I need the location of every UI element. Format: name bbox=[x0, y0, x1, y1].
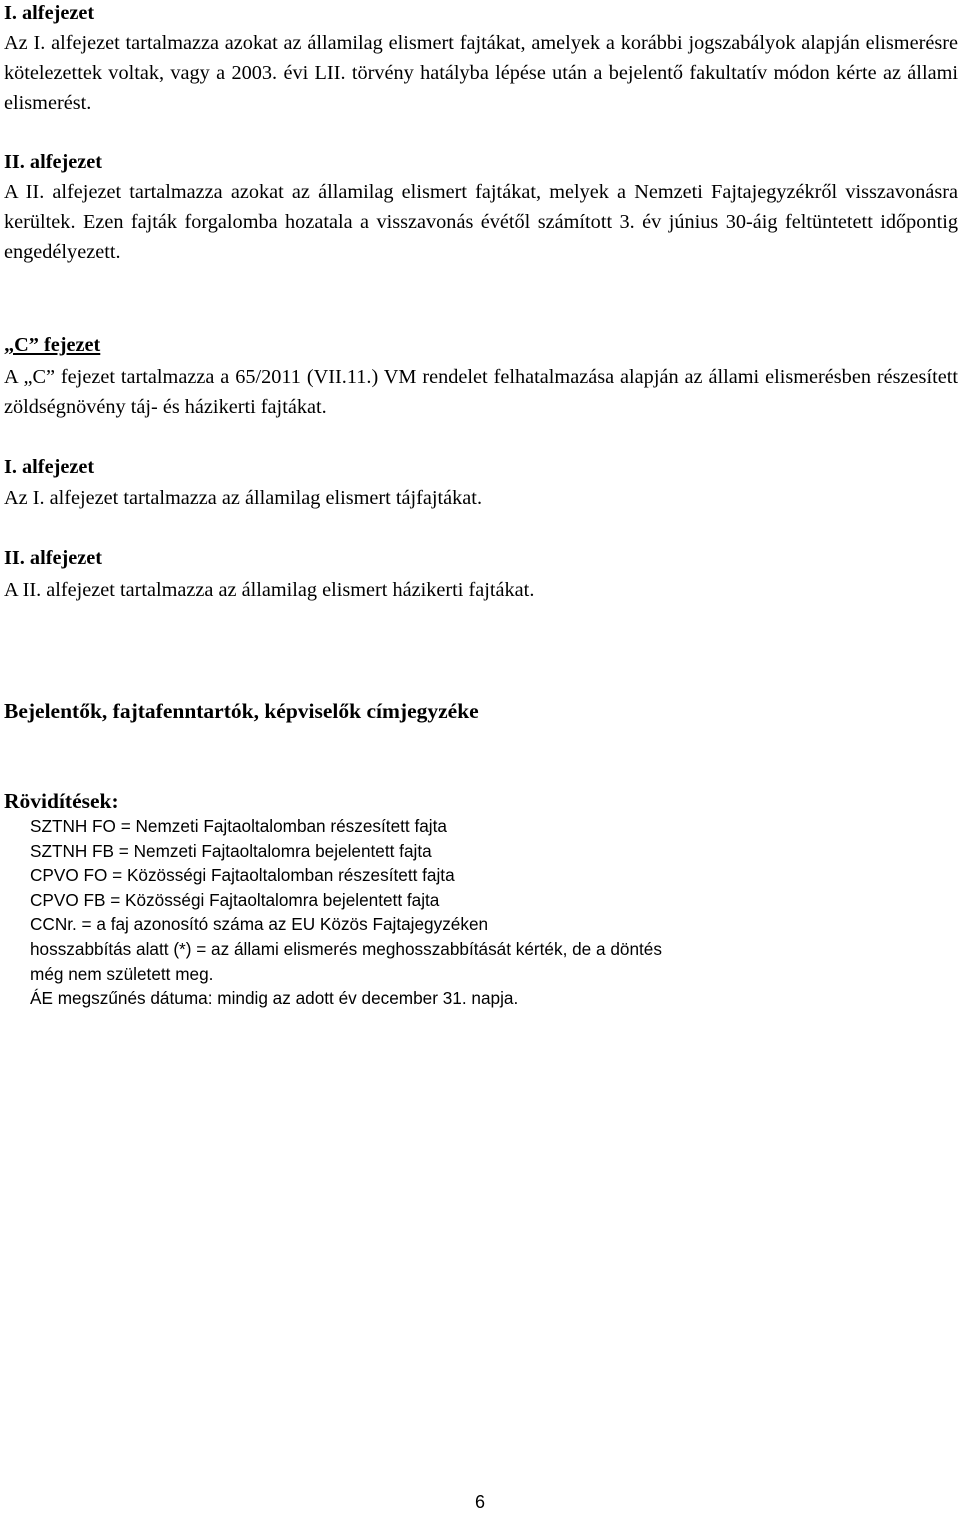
abbreviation-item: hosszabbítás alatt (*) = az állami elismerés meghosszabbítását kérték, de a döntés bbox=[30, 938, 662, 959]
abbreviation-item: SZTNH FB = Nemzeti Fajtaoltalomra bejelentett fajta bbox=[30, 840, 432, 861]
chapter-paragraph: A „C” fejezet tartalmazza a 65/2011 (VII.11.) VM rendelet felhatalmazása alapján az állami elismerésben részesített zöldségnövény táj- és házikerti fajtákat. bbox=[4, 366, 958, 418]
abbreviation-item: CPVO FB = Közösségi Fajtaoltalomra bejelentett fajta bbox=[30, 889, 440, 910]
abbreviation-item: CCNr. = a faj azonosító száma az EU Közös Fajtajegyzéken bbox=[30, 914, 489, 935]
section-heading: II. alfejezet bbox=[4, 151, 102, 173]
abbreviation-item: CPVO FO = Közösségi Fajtaoltalomban részesített fajta bbox=[30, 865, 455, 886]
abbreviation-item: ÁE megszűnés dátuma: mindig az adott év december 31. napja. bbox=[30, 988, 519, 1009]
abbreviations-list bbox=[30, 814, 790, 1011]
section-heading: I. alfejezet bbox=[4, 2, 95, 24]
page-number: 6 bbox=[474, 1492, 485, 1512]
section-paragraph: A II. alfejezet tartalmazza az államilag elismert házikerti fajtákat. bbox=[4, 579, 535, 601]
abbreviation-item: SZTNH FO = Nemzeti Fajtaoltalomban részesített fajta bbox=[30, 816, 447, 836]
section-heading: II. alfejezet bbox=[4, 547, 102, 569]
address-list-title: Bejelentők, fajtafenntartók, képviselők címjegyzéke bbox=[4, 699, 479, 723]
abbreviations-heading: Rövidítések: bbox=[4, 789, 119, 813]
chapter-heading bbox=[4, 330, 958, 360]
section-heading: I. alfejezet bbox=[4, 456, 95, 478]
chapter-heading-text: „C” fejezet bbox=[4, 334, 101, 356]
abbreviation-item: még nem született meg. bbox=[30, 963, 214, 984]
section-paragraph: Az I. alfejezet tartalmazza az államilag elismert tájfajtákat. bbox=[4, 487, 483, 509]
section-paragraph: A II. alfejezet tartalmazza azokat az államilag elismert fajtákat, melyek a Nemzeti Fajtajegyzékről visszavonásra kerültek. Ezen fajták forgalomba hozatala a visszavonás évétől számított 3. év június 30-áig feltüntetett időpontig engedélyezett. bbox=[4, 181, 958, 263]
section-paragraph: Az I. alfejezet tartalmazza azokat az államilag elismert fajtákat, amelyek a korábbi jogszabályok alapján elismerésre kötelezettek voltak, vagy a 2003. évi LII. törvény hatályba lépése után a bejelentő fakultatív módon kérte az állami elismerést. bbox=[4, 32, 958, 114]
